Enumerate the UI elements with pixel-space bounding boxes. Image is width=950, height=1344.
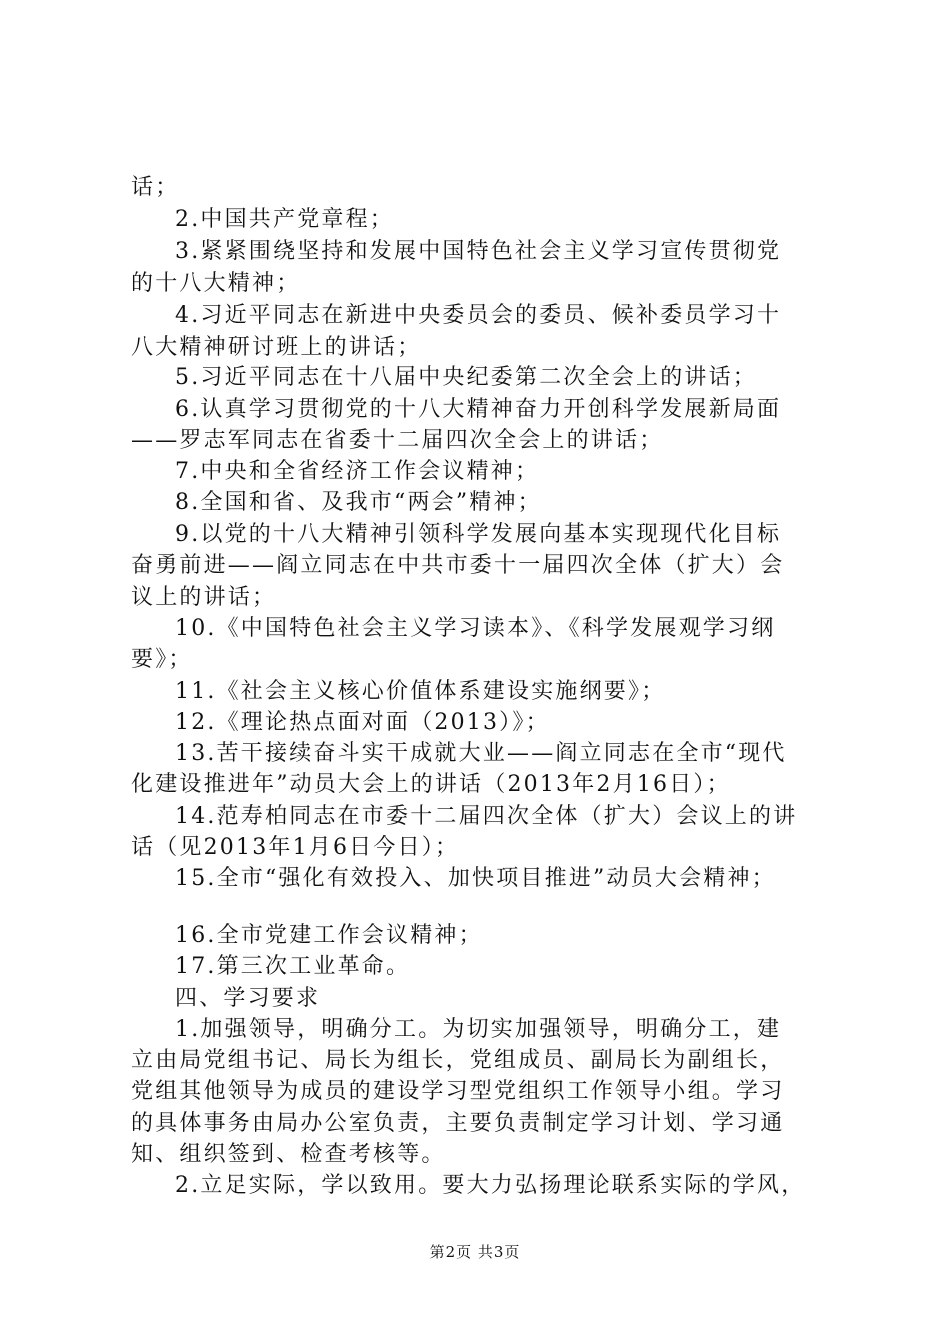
text-line: 要》； xyxy=(131,647,193,672)
text-line: 7.中央和全省经济工作会议精神； xyxy=(175,459,540,484)
page-footer: 第2页 共3页 xyxy=(429,1243,521,1261)
text-line: 话（见2013年1月6日今日）； xyxy=(131,835,460,860)
text-line: 党组其他领导为成员的建设学习型党组织工作领导小组。学习 xyxy=(131,1079,785,1104)
text-line: 5.习近平同志在十八届中央纪委第二次全会上的讲话； xyxy=(175,365,757,390)
text-line: 10.《中国特色社会主义学习读本》、《科学发展观学习纲 xyxy=(175,616,776,641)
text-line: 议上的讲话； xyxy=(131,585,277,610)
text-line: 的十八大精神； xyxy=(131,271,301,296)
text-line: 立由局党组书记、局长为组长，党组成员、副局长为副组长， xyxy=(131,1048,785,1073)
text-line: 15.全市“强化有效投入、加快项目推进”动员大会精神； xyxy=(175,866,776,891)
text-line: 2.中国共产党章程； xyxy=(175,207,394,232)
text-line: 2.立足实际，学以致用。要大力弘扬理论联系实际的学风， xyxy=(175,1173,806,1198)
text-line: 化建设推进年”动员大会上的讲话（2013年2月16日）； xyxy=(131,772,731,797)
text-line: 知、组织签到、检查考核等。 xyxy=(131,1142,446,1167)
text-line: 4.习近平同志在新进中央委员会的委员、候补委员学习十 xyxy=(175,303,782,328)
text-line: 12.《理论热点面对面（2013）》； xyxy=(175,710,550,735)
text-line: 8.全国和省、及我市“两会”精神； xyxy=(175,490,542,515)
text-line: 的具体事务由局办公室负责，主要负责制定学习计划、学习通 xyxy=(131,1111,785,1136)
text-line: 3.紧紧围绕坚持和发展中国特色社会主义学习宣传贯彻党 xyxy=(175,239,782,264)
text-line: 奋勇前进——阎立同志在中共市委十一届四次全体（扩大）会 xyxy=(131,553,785,578)
text-line: 9.以党的十八大精神引领科学发展向基本实现现代化目标 xyxy=(175,522,782,547)
section-heading: 四、学习要求 xyxy=(175,986,321,1011)
text-line: 14.范寿柏同志在市委十二届四次全体（扩大）会议上的讲 xyxy=(175,804,798,829)
text-line: 13.苦干接续奋斗实干成就大业——阎立同志在全市“现代 xyxy=(175,741,787,766)
text-line: 17.第三次工业革命。 xyxy=(175,954,411,979)
text-line: 话； xyxy=(131,175,180,200)
text-line: ——罗志军同志在省委十二届四次全会上的讲话； xyxy=(131,428,664,453)
text-line: 6.认真学习贯彻党的十八大精神奋力开创科学发展新局面 xyxy=(175,397,782,422)
text-line: 16.全市党建工作会议精神； xyxy=(175,923,483,948)
text-line: 八大精神研讨班上的讲话； xyxy=(131,335,422,360)
text-line: 1.加强领导，明确分工。为切实加强领导，明确分工，建 xyxy=(175,1017,782,1042)
text-line: 11.《社会主义核心价值体系建设实施纲要》； xyxy=(175,679,666,704)
